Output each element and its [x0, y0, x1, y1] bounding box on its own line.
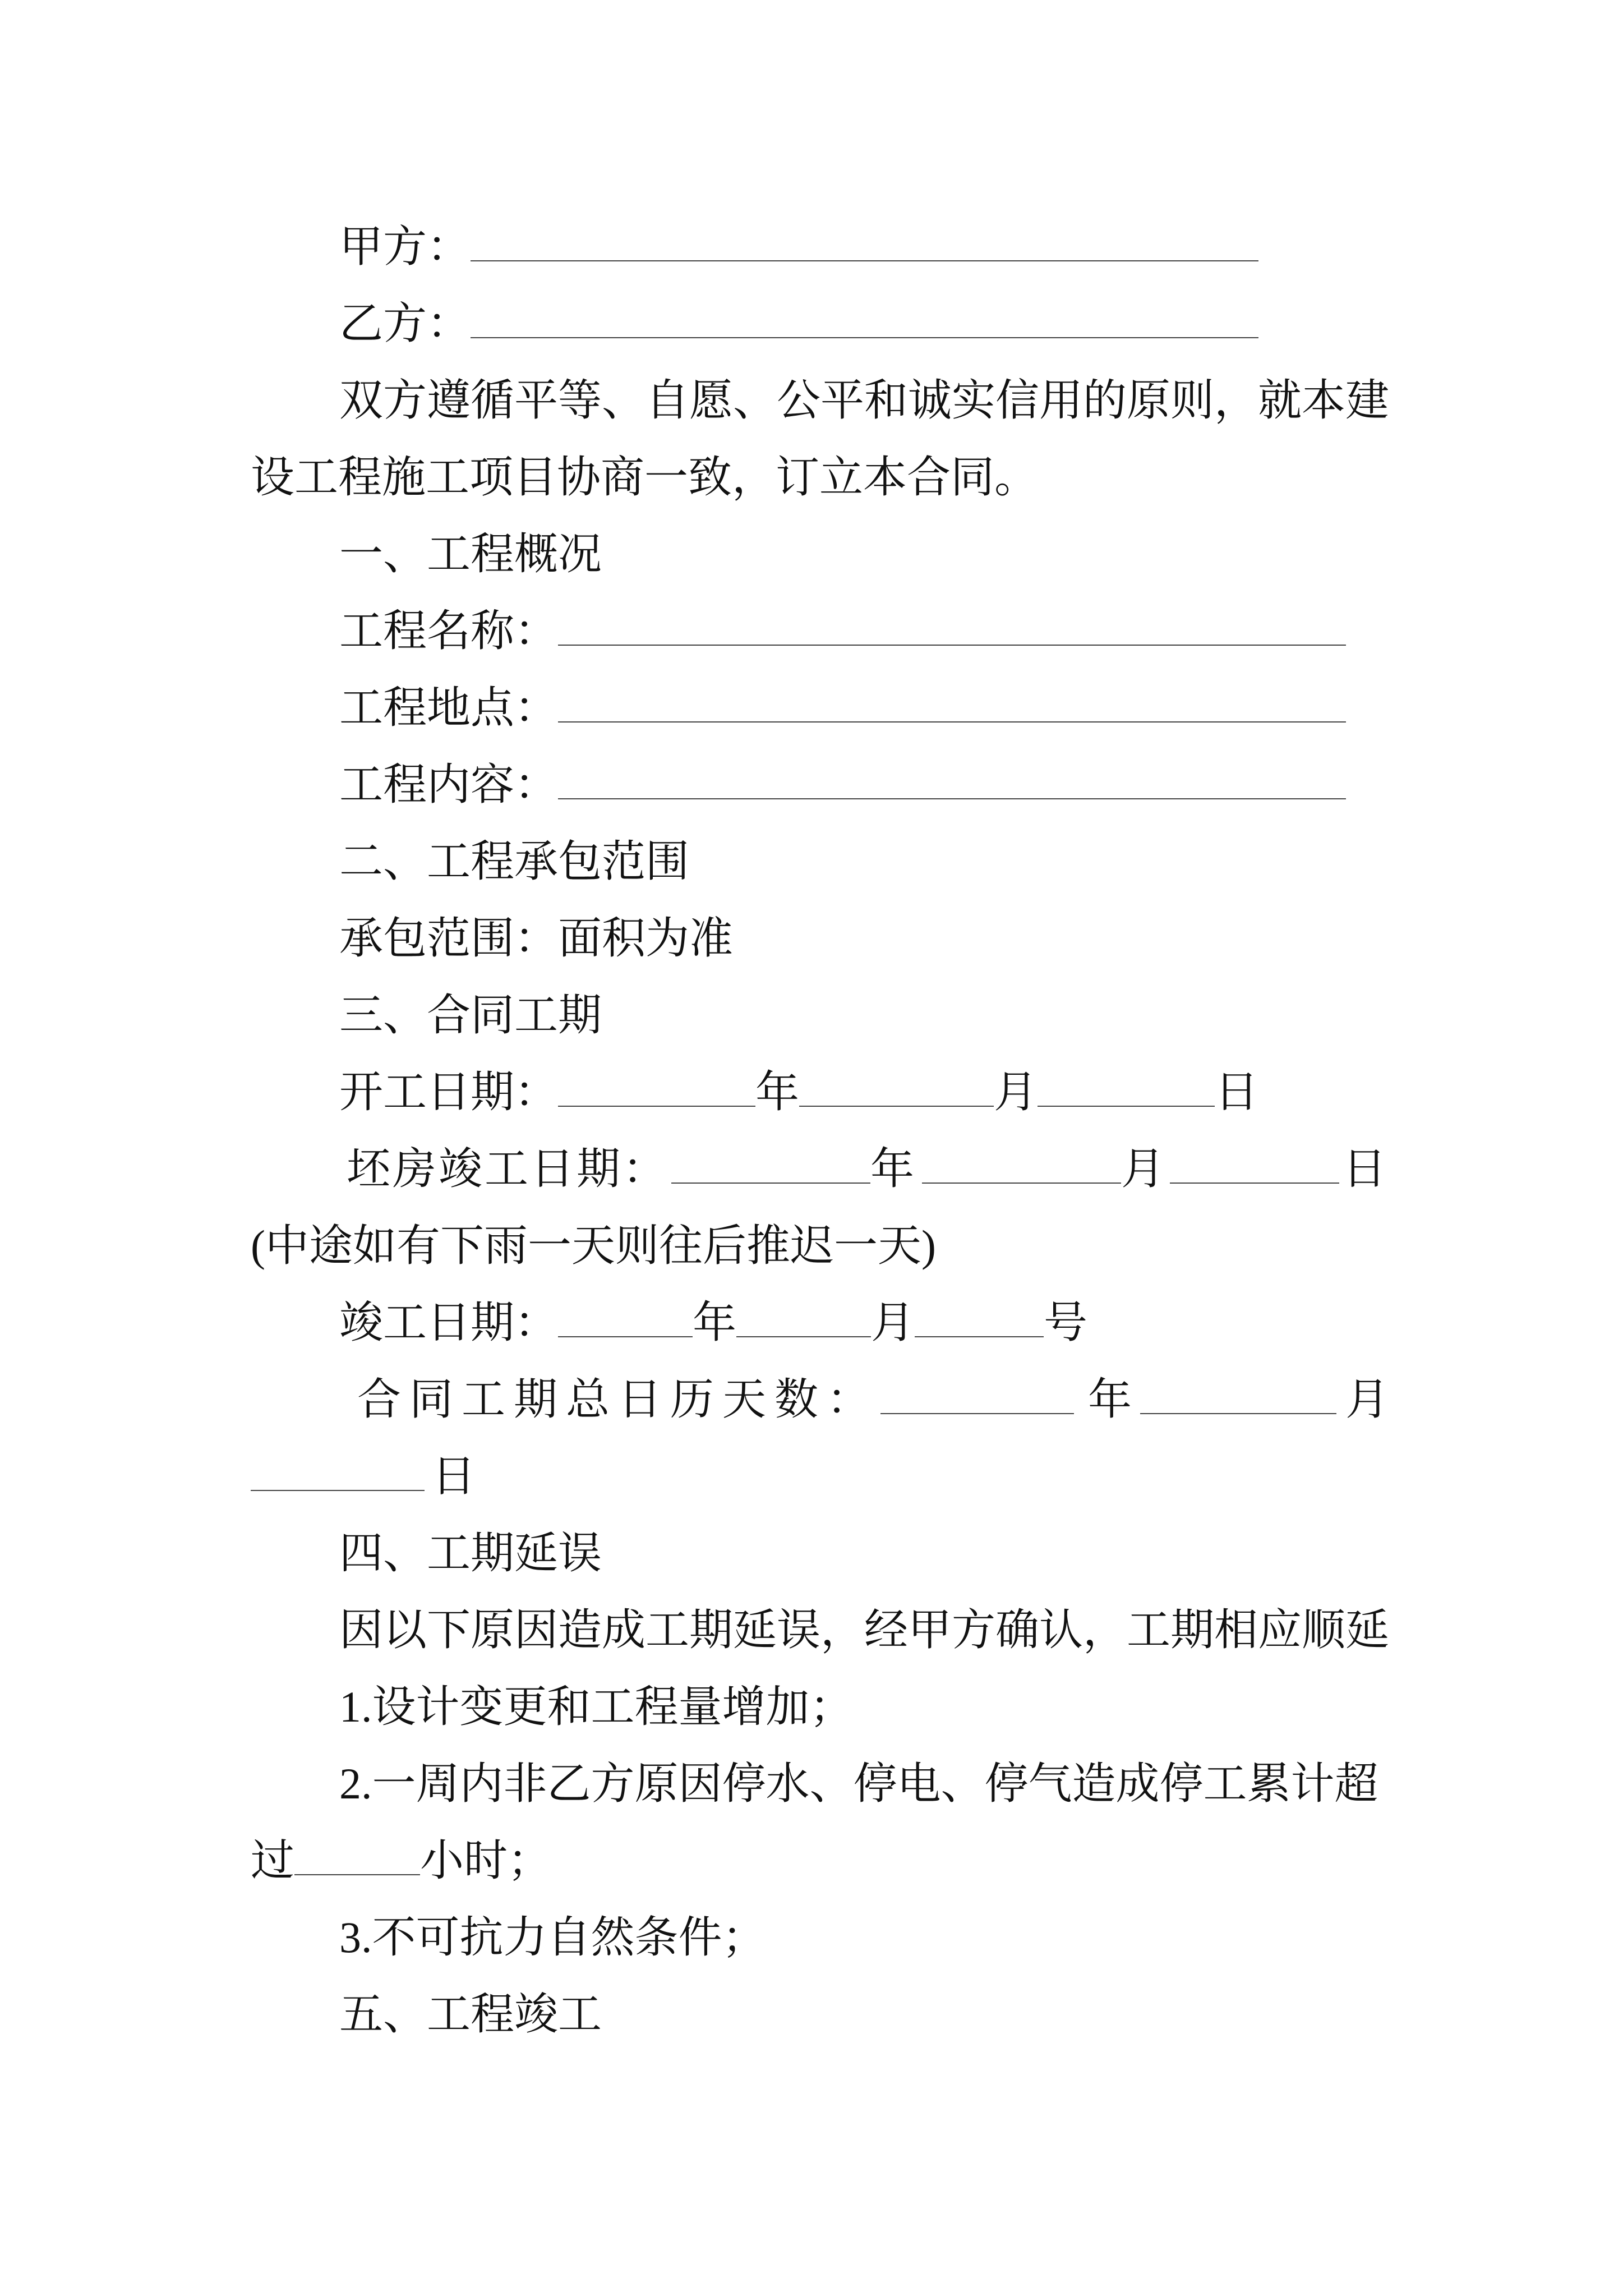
start-month-blank: [799, 1100, 994, 1107]
project-name-line: [251, 592, 1395, 669]
delay-item-2-line-2: [251, 1822, 1395, 1899]
section4-heading: 四、工期延误: [339, 1529, 602, 1577]
party-b-label: 乙方：: [339, 299, 471, 348]
start-date-label: 开工日期：: [339, 1068, 559, 1116]
delay-intro: 因以下原因造成工期延误，经甲方确认，工期相应顺延: [339, 1605, 1390, 1654]
month-unit: 月: [994, 1068, 1038, 1116]
delay-item-2-suffix: 小时；: [420, 1836, 552, 1885]
completion-date-line: [251, 1284, 1395, 1361]
start-date-line: [251, 1053, 1395, 1130]
contract-scope: 承包范围：面积为准: [339, 914, 734, 963]
project-content-label: 工程内容：: [339, 760, 559, 809]
delay-item-2-prefix: 过: [251, 1836, 295, 1885]
total-days-label: 合同工期总日历天数：: [357, 1375, 879, 1424]
year-unit: 年: [1088, 1375, 1141, 1424]
rough-completion-line: [251, 1130, 1395, 1207]
rough-year-blank: [671, 1177, 870, 1184]
completion-number-blank: [915, 1331, 1044, 1337]
rough-day-blank: [1170, 1177, 1339, 1184]
total-year-blank: [880, 1407, 1074, 1414]
total-day-blank: [251, 1484, 425, 1491]
project-location-label: 工程地点：: [339, 683, 559, 732]
completion-month-blank: [736, 1331, 871, 1337]
party-a-line: [251, 208, 1395, 285]
preamble-line-2: 设工程施工项目协商一致，订立本合同。: [251, 453, 1039, 501]
day-unit: 日: [1215, 1068, 1259, 1116]
party-a-label: 甲方：: [339, 222, 471, 271]
completion-year-blank: [558, 1331, 693, 1337]
completion-date-label: 竣工日期：: [339, 1298, 559, 1347]
total-days-line: [251, 1361, 1398, 1438]
contract-page: [251, 208, 1398, 2053]
start-year-blank: [558, 1100, 755, 1107]
project-name-label: 工程名称：: [339, 606, 559, 655]
month-unit: 月: [1345, 1375, 1398, 1424]
preamble-line-1: 双方遵循平等、自愿、公平和诚实信用的原则，就本建: [339, 376, 1390, 425]
total-days-line-2: [251, 1438, 1395, 1515]
section2-heading: 二、工程承包范围: [339, 837, 690, 886]
start-day-blank: [1038, 1100, 1215, 1107]
month-unit: 月: [1121, 1144, 1168, 1193]
year-unit: 年: [755, 1068, 800, 1116]
section3-heading: 三、合同工期: [339, 991, 602, 1039]
party-b-blank: [471, 332, 1258, 338]
number-unit: 号: [1044, 1298, 1088, 1347]
rough-month-blank: [922, 1177, 1121, 1184]
year-unit: 年: [870, 1144, 917, 1193]
rain-delay-note: (中途如有下雨一天则往后推迟一天): [251, 1221, 936, 1270]
project-location-blank: [558, 716, 1346, 723]
delay-item-3: 3.不可抗力自然条件；: [339, 1913, 766, 1962]
section5-heading: 五、工程竣工: [339, 1990, 602, 2039]
day-unit: 日: [432, 1452, 476, 1501]
project-content-blank: [558, 793, 1346, 799]
hours-blank: [294, 1869, 420, 1875]
total-month-blank: [1140, 1407, 1336, 1414]
delay-item-1: 1.设计变更和工程量增加；: [339, 1682, 854, 1731]
delay-item-2-line-1: 2.一周内非乙方原因停水、停电、停气造成停工累计超: [339, 1759, 1378, 1808]
party-b-line: [251, 285, 1395, 362]
year-unit: 年: [693, 1298, 737, 1347]
section1-heading: 一、工程概况: [339, 530, 602, 578]
party-a-blank: [471, 255, 1258, 261]
project-content-line: [251, 746, 1395, 823]
project-location-line: [251, 669, 1395, 746]
day-unit: 日: [1343, 1144, 1389, 1193]
rough-completion-label: 坯房竣工日期：: [347, 1144, 669, 1193]
month-unit: 月: [871, 1298, 915, 1347]
project-name-blank: [558, 639, 1346, 646]
